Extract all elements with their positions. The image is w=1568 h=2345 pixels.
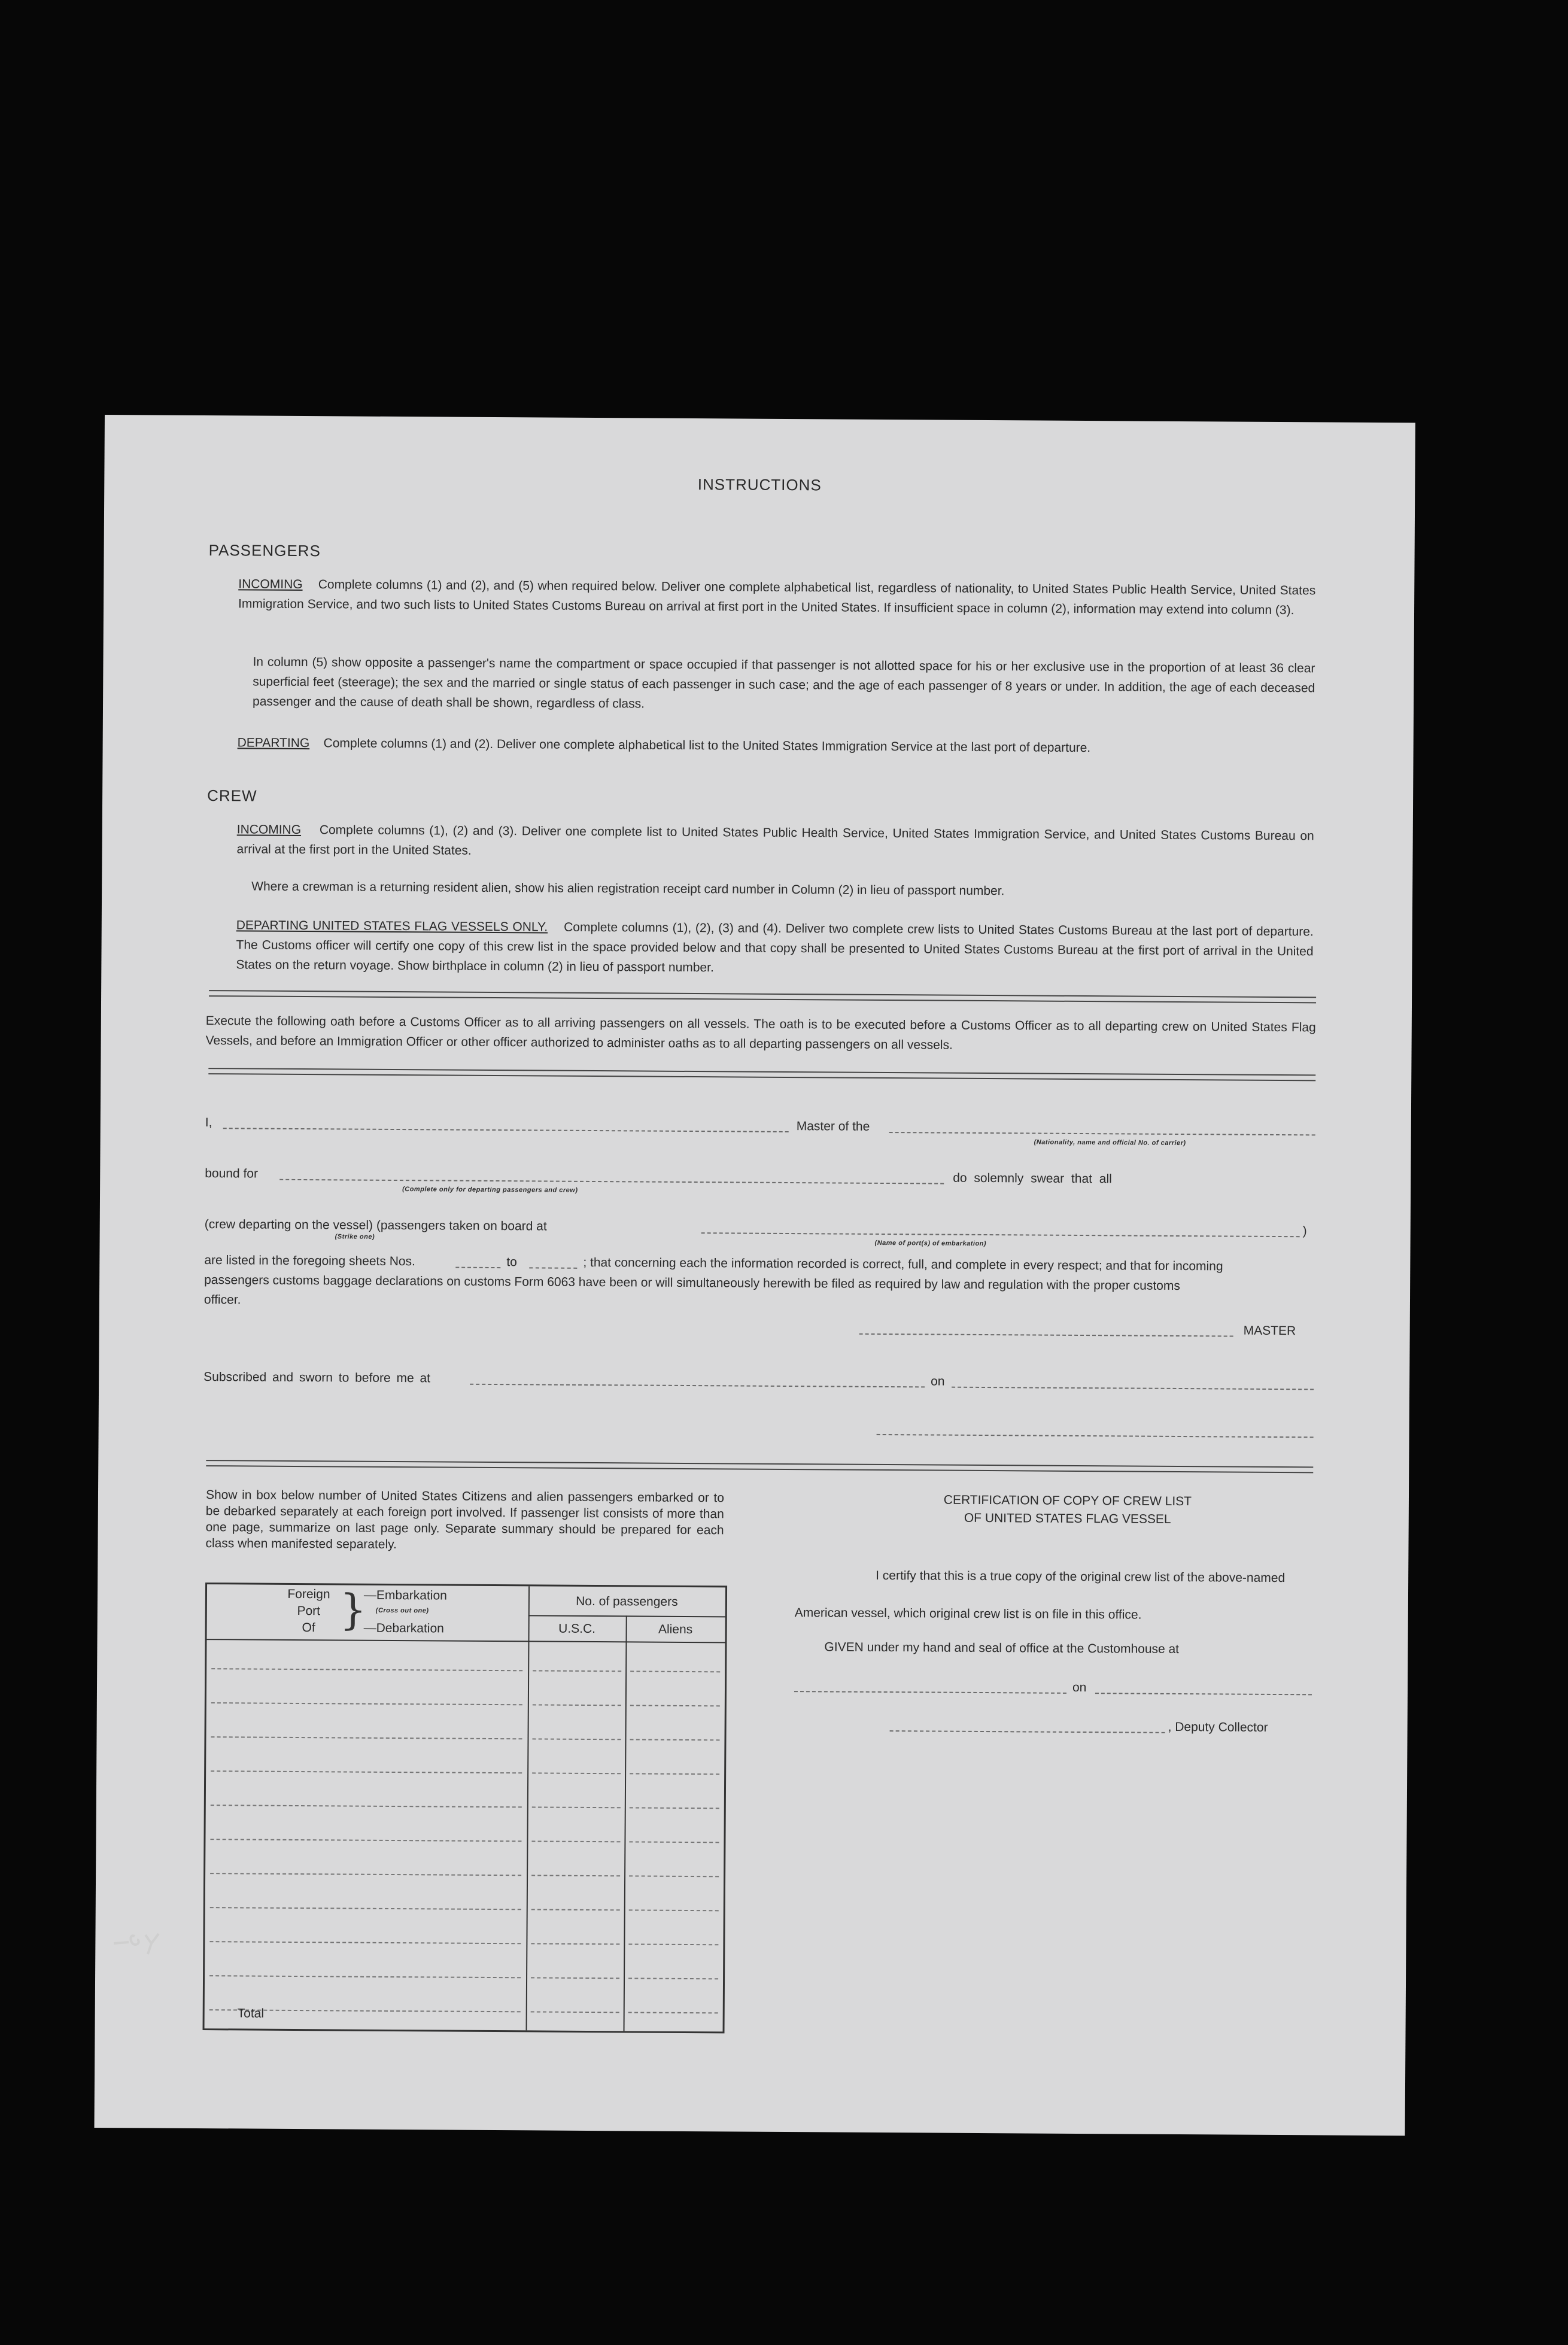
certification-line2: American vessel, which original crew list is on file in this office.: [794, 1606, 1142, 1622]
table-row-line[interactable]: [531, 1875, 620, 1876]
crew-departing-paragraph: [236, 915, 1314, 981]
passengers-departing-paragraph: [238, 733, 1315, 759]
table-row-line[interactable]: [532, 1806, 621, 1808]
deputy-signature-field[interactable]: [890, 1730, 1165, 1733]
sworn-date-field[interactable]: [952, 1387, 1314, 1390]
table-row-line[interactable]: [531, 2011, 619, 2013]
table-row-line[interactable]: [531, 1977, 619, 1979]
table-row-line[interactable]: [628, 1943, 718, 1945]
of-label: Of: [302, 1621, 315, 1635]
table-row-line[interactable]: [533, 1670, 621, 1672]
no-of-passengers-header: No. of passengers: [576, 1594, 678, 1609]
cross-out-caption: (Cross out one): [375, 1606, 429, 1615]
certification-heading: [834, 1490, 1301, 1529]
listed-rest: ; that concerning each the information recorded is correct, full, and complete in every respect; and that for incoming: [583, 1255, 1223, 1274]
section-divider: [208, 1068, 1315, 1081]
to-label: to: [506, 1255, 517, 1269]
table-row-line[interactable]: [628, 1978, 718, 1979]
oath-i-label: I,: [205, 1116, 212, 1130]
brace-icon: }: [339, 1585, 367, 1635]
carrier-caption: (Nationality, name and official No. of carrier): [1034, 1138, 1186, 1147]
oath-instruction: Execute the following oath before a Customs Officer as to all arriving passengers on all vessels. The oath is to be executed before a Customs Officer as to all departing crew on United States Flag Vessels, and before an Immigration Officer or other officer authorized to administer oaths as to all departing passengers on all vessels.: [205, 1014, 1316, 1052]
table-row-line[interactable]: [630, 1739, 719, 1740]
embarkation-label: —Embarkation: [363, 1588, 447, 1603]
table-row-line[interactable]: [209, 1975, 521, 1978]
certification-on-label: on: [1072, 1680, 1087, 1695]
table-row-line[interactable]: [211, 1668, 522, 1671]
total-label: Total: [237, 2006, 265, 2021]
table-row-line[interactable]: [630, 1705, 720, 1706]
passengers-departing-label: DEPARTING: [237, 736, 310, 751]
section-divider: [209, 990, 1316, 1003]
bound-caption: (Complete only for departing passengers and crew): [402, 1186, 578, 1194]
table-row-line[interactable]: [630, 1807, 719, 1809]
table-row-line[interactable]: [629, 1841, 719, 1843]
table-row-line[interactable]: [531, 1840, 620, 1842]
carrier-field[interactable]: [889, 1132, 1315, 1135]
crew-resident-paragraph: Where a crewman is a returning resident alien, show his alien registration receipt card number in Column (2) in lieu of passport number.: [251, 879, 1005, 898]
table-row-line[interactable]: [533, 1704, 621, 1706]
crew-incoming-paragraph: [236, 819, 1314, 865]
bound-for-label: bound for: [205, 1167, 259, 1181]
page-title: INSTRUCTIONS: [697, 475, 822, 494]
crew-heading: CREW: [207, 786, 257, 805]
handwritten-margin-mark: [111, 1918, 183, 1966]
certification-heading-line2: OF UNITED STATES FLAG VESSEL: [964, 1511, 1171, 1526]
table-row-line[interactable]: [211, 1805, 522, 1808]
table-row-line[interactable]: [210, 1873, 521, 1876]
column-divider: [624, 1615, 627, 2031]
table-row-line[interactable]: [532, 1738, 621, 1740]
listed-line3: officer.: [203, 1293, 241, 1307]
table-row-line[interactable]: [629, 1909, 719, 1911]
handwritten-mark-icon: [111, 1918, 183, 1966]
header-bottom: [206, 1639, 725, 1643]
table-row-line[interactable]: [210, 1839, 521, 1842]
master-name-field[interactable]: [223, 1128, 789, 1132]
column5-paragraph: In column (5) show opposite a passenger's name the compartment or space occupied if that passenger is not allotted space for his or her exclusive use in the proportion of at least 36 clear superficial feet (steerage); the sex and the married or single status of each passenger in such case; and the age of each passenger of 8 years or under. In addition, the age of each deceased passenger and the cause of death shall be shown, regardless of class.: [253, 655, 1315, 711]
table-row-line[interactable]: [210, 1907, 521, 1910]
swear-label: do solemnly swear that all: [953, 1171, 1112, 1186]
foreign-port-of-label: [279, 1586, 339, 1637]
crew-departing-label: DEPARTING UNITED STATES FLAG VESSELS ONLY.: [236, 918, 548, 934]
table-row-line[interactable]: [531, 1909, 620, 1910]
summary-instruction: Show in box below number of United States Citizens and alien passengers embarked or to be debarked separately at each foreign port involved. If passenger list consists of more than one page, summarize on last page only. Separate summary should be prepared for each class when manifested separately.: [205, 1488, 725, 1552]
embarkation-port-field[interactable]: [701, 1232, 1300, 1237]
sheet-to-field[interactable]: [529, 1267, 577, 1268]
table-row-line[interactable]: [211, 1736, 522, 1739]
table-row-line[interactable]: [628, 2012, 718, 2013]
column-divider: [526, 1586, 530, 2030]
certification-line1: I certify that this is a true copy of the original crew list of the above-named: [876, 1568, 1286, 1585]
officer-signature-field[interactable]: [877, 1434, 1314, 1438]
aliens-header: Aliens: [658, 1622, 693, 1637]
usc-header: U.S.C.: [558, 1621, 596, 1636]
close-paren: ): [1302, 1224, 1307, 1238]
passengers-incoming-label: INCOMING: [238, 577, 303, 592]
sworn-on-label: on: [931, 1374, 945, 1389]
table-row-line[interactable]: [531, 1943, 619, 1945]
customhouse-field[interactable]: [794, 1691, 1066, 1694]
table-row-line[interactable]: [211, 1770, 522, 1773]
passengers-departing-text: Complete columns (1) and (2). Deliver one complete alphabetical list to the United States Immigration Service at the last port of departure.: [323, 736, 1091, 755]
port-label: Port: [297, 1604, 321, 1618]
form-page: [95, 415, 1415, 2136]
passengers-incoming-paragraph: [238, 574, 1315, 620]
port-caption: (Name of port(s) of embarkation): [874, 1239, 987, 1248]
passenger-summary-table: [203, 1582, 728, 2033]
table-row-line[interactable]: [630, 1670, 720, 1672]
table-row-line[interactable]: [211, 1702, 522, 1705]
certification-heading-line1: CERTIFICATION OF COPY OF CREW LIST: [943, 1493, 1192, 1509]
passengers-incoming-text: Complete columns (1) and (2), and (5) when required below. Deliver one complete alphabetical list, regardless of nationality, to United States Public Health Service, United States Immigration Service, and two such lists to United States Customs Bureau on arrival at first port in the United States. If insufficient space in column (2), information may extend into column (3).: [238, 578, 1316, 618]
certification-line3: GIVEN under my hand and seal of office at the Customhouse at: [824, 1640, 1180, 1657]
foreign-label: Foreign: [287, 1587, 330, 1602]
table-row-line[interactable]: [630, 1773, 719, 1775]
sheet-from-field[interactable]: [455, 1267, 500, 1268]
section-divider: [206, 1460, 1313, 1473]
master-of-the-label: Master of the: [796, 1119, 870, 1134]
table-row-line[interactable]: [629, 1875, 719, 1877]
strike-one-caption: (Strike one): [335, 1233, 375, 1241]
crew-departing-label: (crew departing on the vessel) (passengers taken on board at: [204, 1217, 547, 1234]
sworn-location-field[interactable]: [470, 1384, 925, 1388]
master-label: MASTER: [1243, 1323, 1296, 1338]
table-row-line[interactable]: [209, 1941, 521, 1944]
subscribed-label: Subscribed and sworn to before me at: [203, 1370, 431, 1386]
crew-incoming-text: Complete columns (1), (2) and (3). Deliver one complete list to United States Public Health Service, United States Immigration Service, and United States Customs Bureau on arrival at the first port in the United States.: [236, 823, 1314, 858]
listed-start: are listed in the foregoing sheets Nos.: [204, 1253, 415, 1269]
deputy-collector-label: , Deputy Collector: [1168, 1720, 1268, 1735]
crew-departing-text: Complete columns (1), (2), (3) and (4). Deliver two complete crew lists to United States Customs Bureau at the last port of departure. The Customs officer will certify one copy of this crew list in the space provided below and that copy shall be presented to United States Customs Bureau at the first port of arrival in the United States on the return voyage. Show birthplace in column (2) in lieu of passport number.: [236, 920, 1314, 975]
debarkation-label: —Debarkation: [363, 1621, 444, 1636]
listed-line2: passengers customs baggage declarations on customs Form 6063 have been or will simultaneously herewith be filed as required by law and regulation with the proper customs: [204, 1273, 1180, 1293]
bound-for-field[interactable]: [279, 1179, 944, 1184]
passengers-heading: PASSENGERS: [208, 541, 321, 560]
master-signature-field[interactable]: [859, 1334, 1233, 1337]
crew-incoming-label: INCOMING: [236, 822, 302, 837]
table-row-line[interactable]: [532, 1772, 621, 1774]
certification-date-field[interactable]: [1095, 1693, 1312, 1695]
